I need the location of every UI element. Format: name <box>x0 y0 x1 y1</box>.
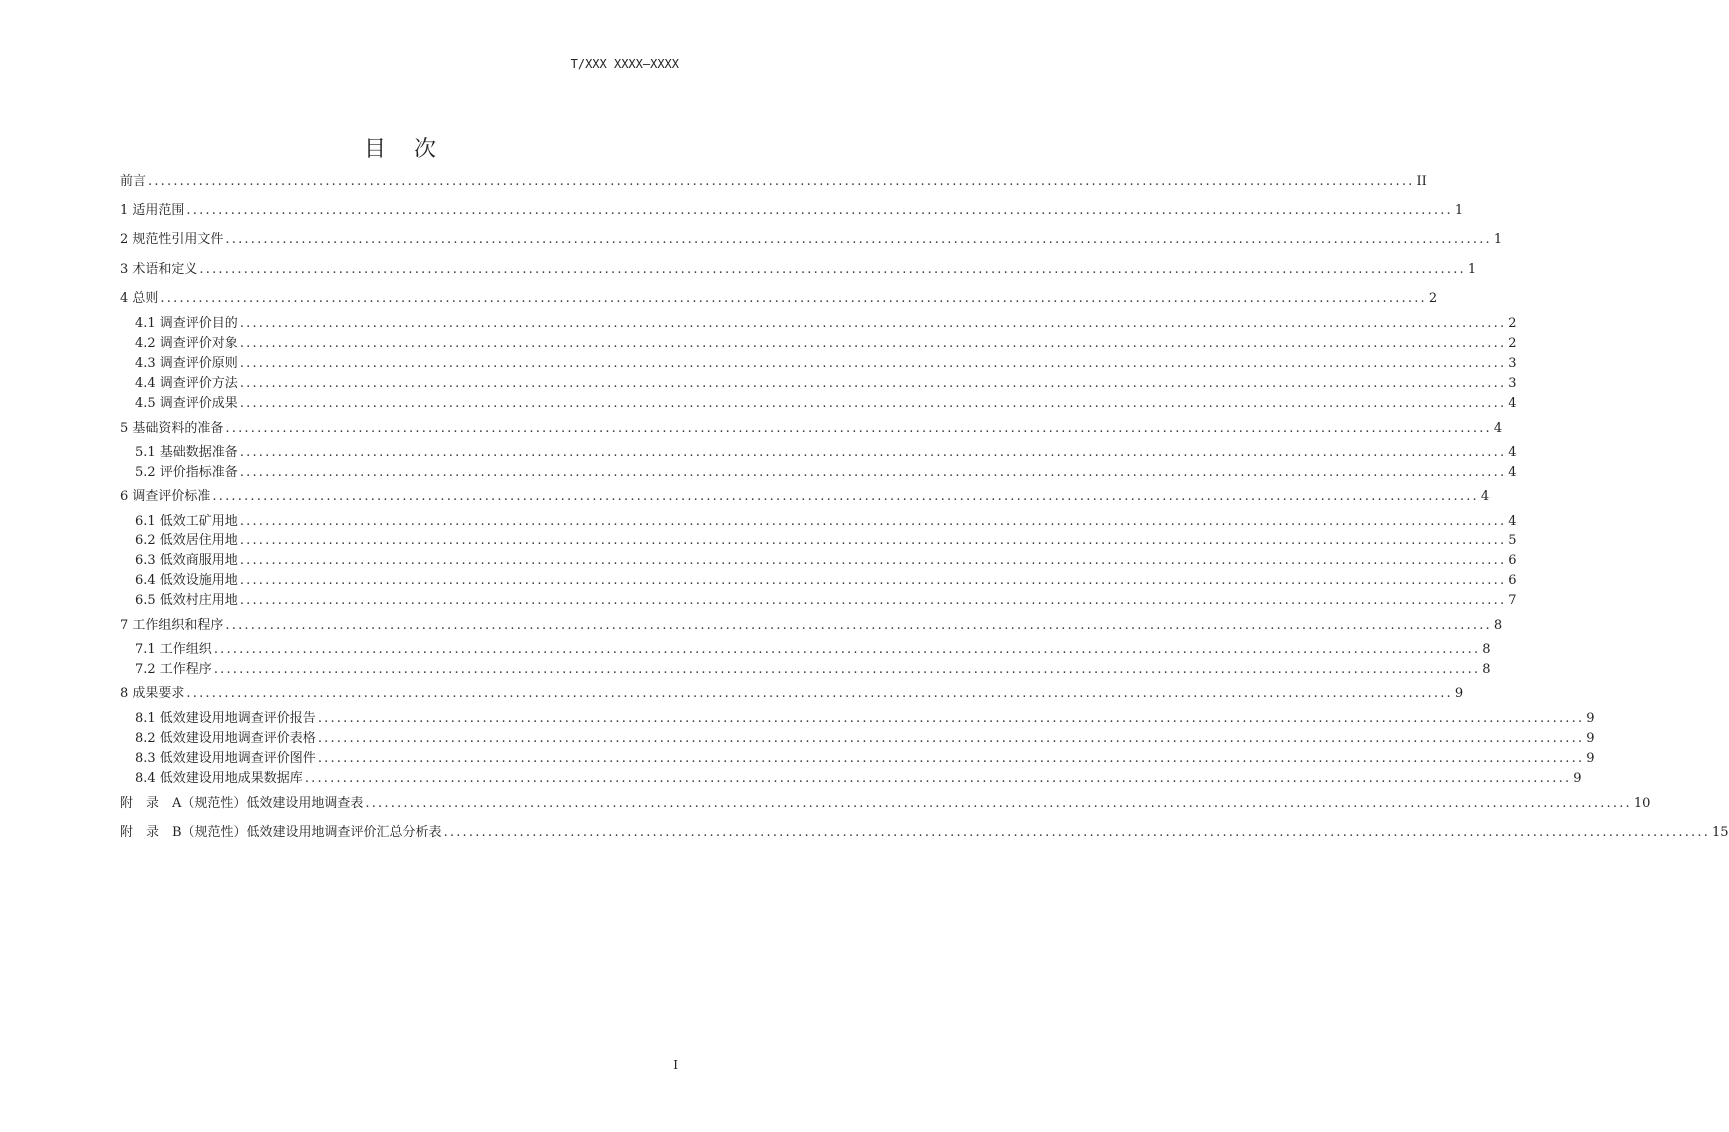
toc-entry-label: 4.3 调查评价原则 <box>135 356 238 371</box>
toc-entry-page: 8 <box>1482 662 1491 677</box>
toc-entry-page: 4 <box>1508 445 1517 460</box>
toc-entry-label: 前言 <box>120 174 147 189</box>
toc-entry-label: 4.5 调查评价成果 <box>135 396 238 411</box>
toc-entry-label: 8 成果要求 <box>120 686 185 701</box>
toc-entry-label: 附 录 A（规范性）低效建设用地调查表 <box>120 796 364 811</box>
toc-entry-label: 8.4 低效建设用地成果数据库 <box>135 771 303 786</box>
toc-entry-page: 7 <box>1508 593 1517 608</box>
toc-entry[interactable] <box>120 261 1477 279</box>
toc-entry-label: 8.1 低效建设用地调查评价报告 <box>135 711 316 726</box>
toc-entry-label: 7.1 工作组织 <box>135 642 212 657</box>
dot-leader: ........................................................................................................................................................................................................ <box>213 642 1481 657</box>
toc-entry-label: 1 适用范围 <box>120 203 185 218</box>
toc-entry[interactable] <box>135 464 1517 482</box>
toc-entry-page: 9 <box>1454 686 1464 701</box>
toc-entry-page: 1 <box>1454 203 1464 218</box>
dot-leader: ........................................................................................................................................................................................................ <box>239 514 1507 529</box>
toc-entry-page: 2 <box>1508 336 1517 351</box>
dot-leader: ........................................................................................................................................................................................................ <box>225 618 1492 633</box>
toc-entry-page: 4 <box>1480 489 1490 504</box>
dot-leader: ........................................................................................................................................................................................................ <box>239 593 1507 608</box>
toc-entry-page: 4 <box>1508 396 1517 411</box>
toc-entry[interactable] <box>120 488 1490 506</box>
toc-entry[interactable] <box>135 572 1517 590</box>
document-number: T/XXX XXXX—XXXX <box>570 57 679 71</box>
toc-entry-page: 5 <box>1508 533 1517 548</box>
dot-leader: ........................................................................................................................................................................................................ <box>239 533 1507 548</box>
dot-leader: ........................................................................................................................................................................................................ <box>317 731 1585 746</box>
toc-entry[interactable] <box>120 231 1503 249</box>
toc-entry[interactable] <box>135 444 1517 462</box>
toc-entry-label: 4.1 调查评价目的 <box>135 316 238 331</box>
toc-entry[interactable] <box>135 641 1491 659</box>
toc-entry[interactable] <box>135 770 1582 788</box>
toc-entry-label: 4.4 调查评价方法 <box>135 376 238 391</box>
toc-entry-page: 2 <box>1508 316 1517 331</box>
toc-entry[interactable] <box>120 290 1438 308</box>
dot-leader: ........................................................................................................................................................................................................ <box>239 573 1507 588</box>
dot-leader: ........................................................................................................................................................................................................ <box>239 445 1507 460</box>
toc-entry[interactable] <box>135 513 1517 531</box>
toc-entry[interactable] <box>135 592 1517 610</box>
toc-entry[interactable] <box>135 335 1517 353</box>
toc-entry-label: 5.2 评价指标准备 <box>135 465 238 480</box>
toc-entry[interactable] <box>135 532 1517 550</box>
dot-leader: ........................................................................................................................................................................................................ <box>239 356 1507 371</box>
dot-leader: ........................................................................................................................................................................................................ <box>225 232 1492 247</box>
dot-leader: ........................................................................................................................................................................................................ <box>304 771 1572 786</box>
toc-entry[interactable] <box>120 173 1427 191</box>
dot-leader: ........................................................................................................................................................................................................ <box>317 751 1585 766</box>
dot-leader: ........................................................................................................................................................................................................ <box>148 174 1415 189</box>
toc-entry[interactable] <box>135 315 1517 333</box>
dot-leader: ........................................................................................................................................................................................................ <box>239 316 1507 331</box>
toc-entry-page: 4 <box>1493 421 1503 436</box>
dot-leader: ........................................................................................................................................................................................................ <box>317 711 1585 726</box>
dot-leader: ........................................................................................................................................................................................................ <box>239 553 1507 568</box>
dot-leader: ........................................................................................................................................................................................................ <box>365 796 1632 811</box>
title-char: 次 <box>414 137 437 162</box>
dot-leader: ........................................................................................................................................................................................................ <box>239 336 1507 351</box>
toc-entry-page: 4 <box>1508 465 1517 480</box>
toc-entry-page: II <box>1416 174 1427 189</box>
dot-leader: ........................................................................................................................................................................................................ <box>199 262 1466 277</box>
toc-entry-label: 6.5 低效村庄用地 <box>135 593 238 608</box>
toc-entry-label: 3 术语和定义 <box>120 262 198 277</box>
toc-entry-page: 6 <box>1508 553 1517 568</box>
toc-entry[interactable] <box>120 202 1464 220</box>
toc-entry[interactable] <box>120 617 1503 635</box>
toc-entry[interactable] <box>135 661 1491 679</box>
toc-entry[interactable] <box>135 355 1517 373</box>
toc-entry-label: 8.3 低效建设用地调查评价图件 <box>135 751 316 766</box>
toc-entry[interactable] <box>120 685 1464 703</box>
toc-entry-label: 6.1 低效工矿用地 <box>135 514 238 529</box>
toc-entry-label: 6 调查评价标准 <box>120 489 211 504</box>
toc-entry-label: 5 基础资料的准备 <box>120 421 224 436</box>
dot-leader: ........................................................................................................................................................................................................ <box>160 291 1427 306</box>
toc-entry-page: 15 <box>1712 825 1729 840</box>
toc-entry-label: 4.2 调查评价对象 <box>135 336 238 351</box>
toc-entry-page: 8 <box>1493 618 1503 633</box>
dot-leader: ........................................................................................................................................................................................................ <box>239 396 1507 411</box>
toc-entry[interactable] <box>135 395 1517 413</box>
title-char: 目 <box>363 137 386 162</box>
toc-entry-page: 9 <box>1586 731 1595 746</box>
toc-entry[interactable] <box>120 795 1651 813</box>
dot-leader: ........................................................................................................................................................................................................ <box>443 825 1711 840</box>
toc-entry-page: 3 <box>1508 356 1517 371</box>
toc-entry[interactable] <box>135 710 1595 728</box>
toc-entry[interactable] <box>135 750 1595 768</box>
toc-entry-page: 4 <box>1508 514 1517 529</box>
page-number: I <box>673 1058 678 1072</box>
toc-entry-label: 7.2 工作程序 <box>135 662 212 677</box>
toc-entry-label: 附 录 B（规范性）低效建设用地调查评价汇总分析表 <box>120 825 442 840</box>
toc-entry[interactable] <box>135 730 1595 748</box>
toc-entry-page: 1 <box>1493 232 1503 247</box>
toc-entry-label: 5.1 基础数据准备 <box>135 445 238 460</box>
toc-entry-page: 9 <box>1573 771 1582 786</box>
toc-entry-page: 3 <box>1508 376 1517 391</box>
toc-entry-page: 10 <box>1633 796 1651 811</box>
dot-leader: ........................................................................................................................................................................................................ <box>225 421 1492 436</box>
page-title <box>0 132 800 163</box>
toc-entry-page: 9 <box>1586 711 1595 726</box>
toc-entry-page: 8 <box>1482 642 1491 657</box>
toc-entry-page: 2 <box>1428 291 1438 306</box>
toc-entry[interactable] <box>135 375 1517 393</box>
dot-leader: ........................................................................................................................................................................................................ <box>186 203 1453 218</box>
toc-entry-page: 6 <box>1508 573 1517 588</box>
dot-leader: ........................................................................................................................................................................................................ <box>239 465 1507 480</box>
toc-entry-label: 6.4 低效设施用地 <box>135 573 238 588</box>
dot-leader: ........................................................................................................................................................................................................ <box>239 376 1507 391</box>
dot-leader: ........................................................................................................................................................................................................ <box>213 662 1481 677</box>
toc-entry-page: 9 <box>1586 751 1595 766</box>
toc-entry-label: 2 规范性引用文件 <box>120 232 224 247</box>
toc-entry[interactable] <box>120 824 1729 842</box>
toc-entry-label: 8.2 低效建设用地调查评价表格 <box>135 731 316 746</box>
toc-entry-label: 6.2 低效居住用地 <box>135 533 238 548</box>
dot-leader: ........................................................................................................................................................................................................ <box>212 489 1479 504</box>
toc-entry-label: 4 总则 <box>120 291 159 306</box>
toc-entry[interactable] <box>120 420 1503 438</box>
toc-entry-label: 7 工作组织和程序 <box>120 618 224 633</box>
toc-entry[interactable] <box>135 552 1517 570</box>
toc-entry-page: 1 <box>1467 262 1477 277</box>
dot-leader: ........................................................................................................................................................................................................ <box>186 686 1453 701</box>
toc-entry-label: 6.3 低效商服用地 <box>135 553 238 568</box>
